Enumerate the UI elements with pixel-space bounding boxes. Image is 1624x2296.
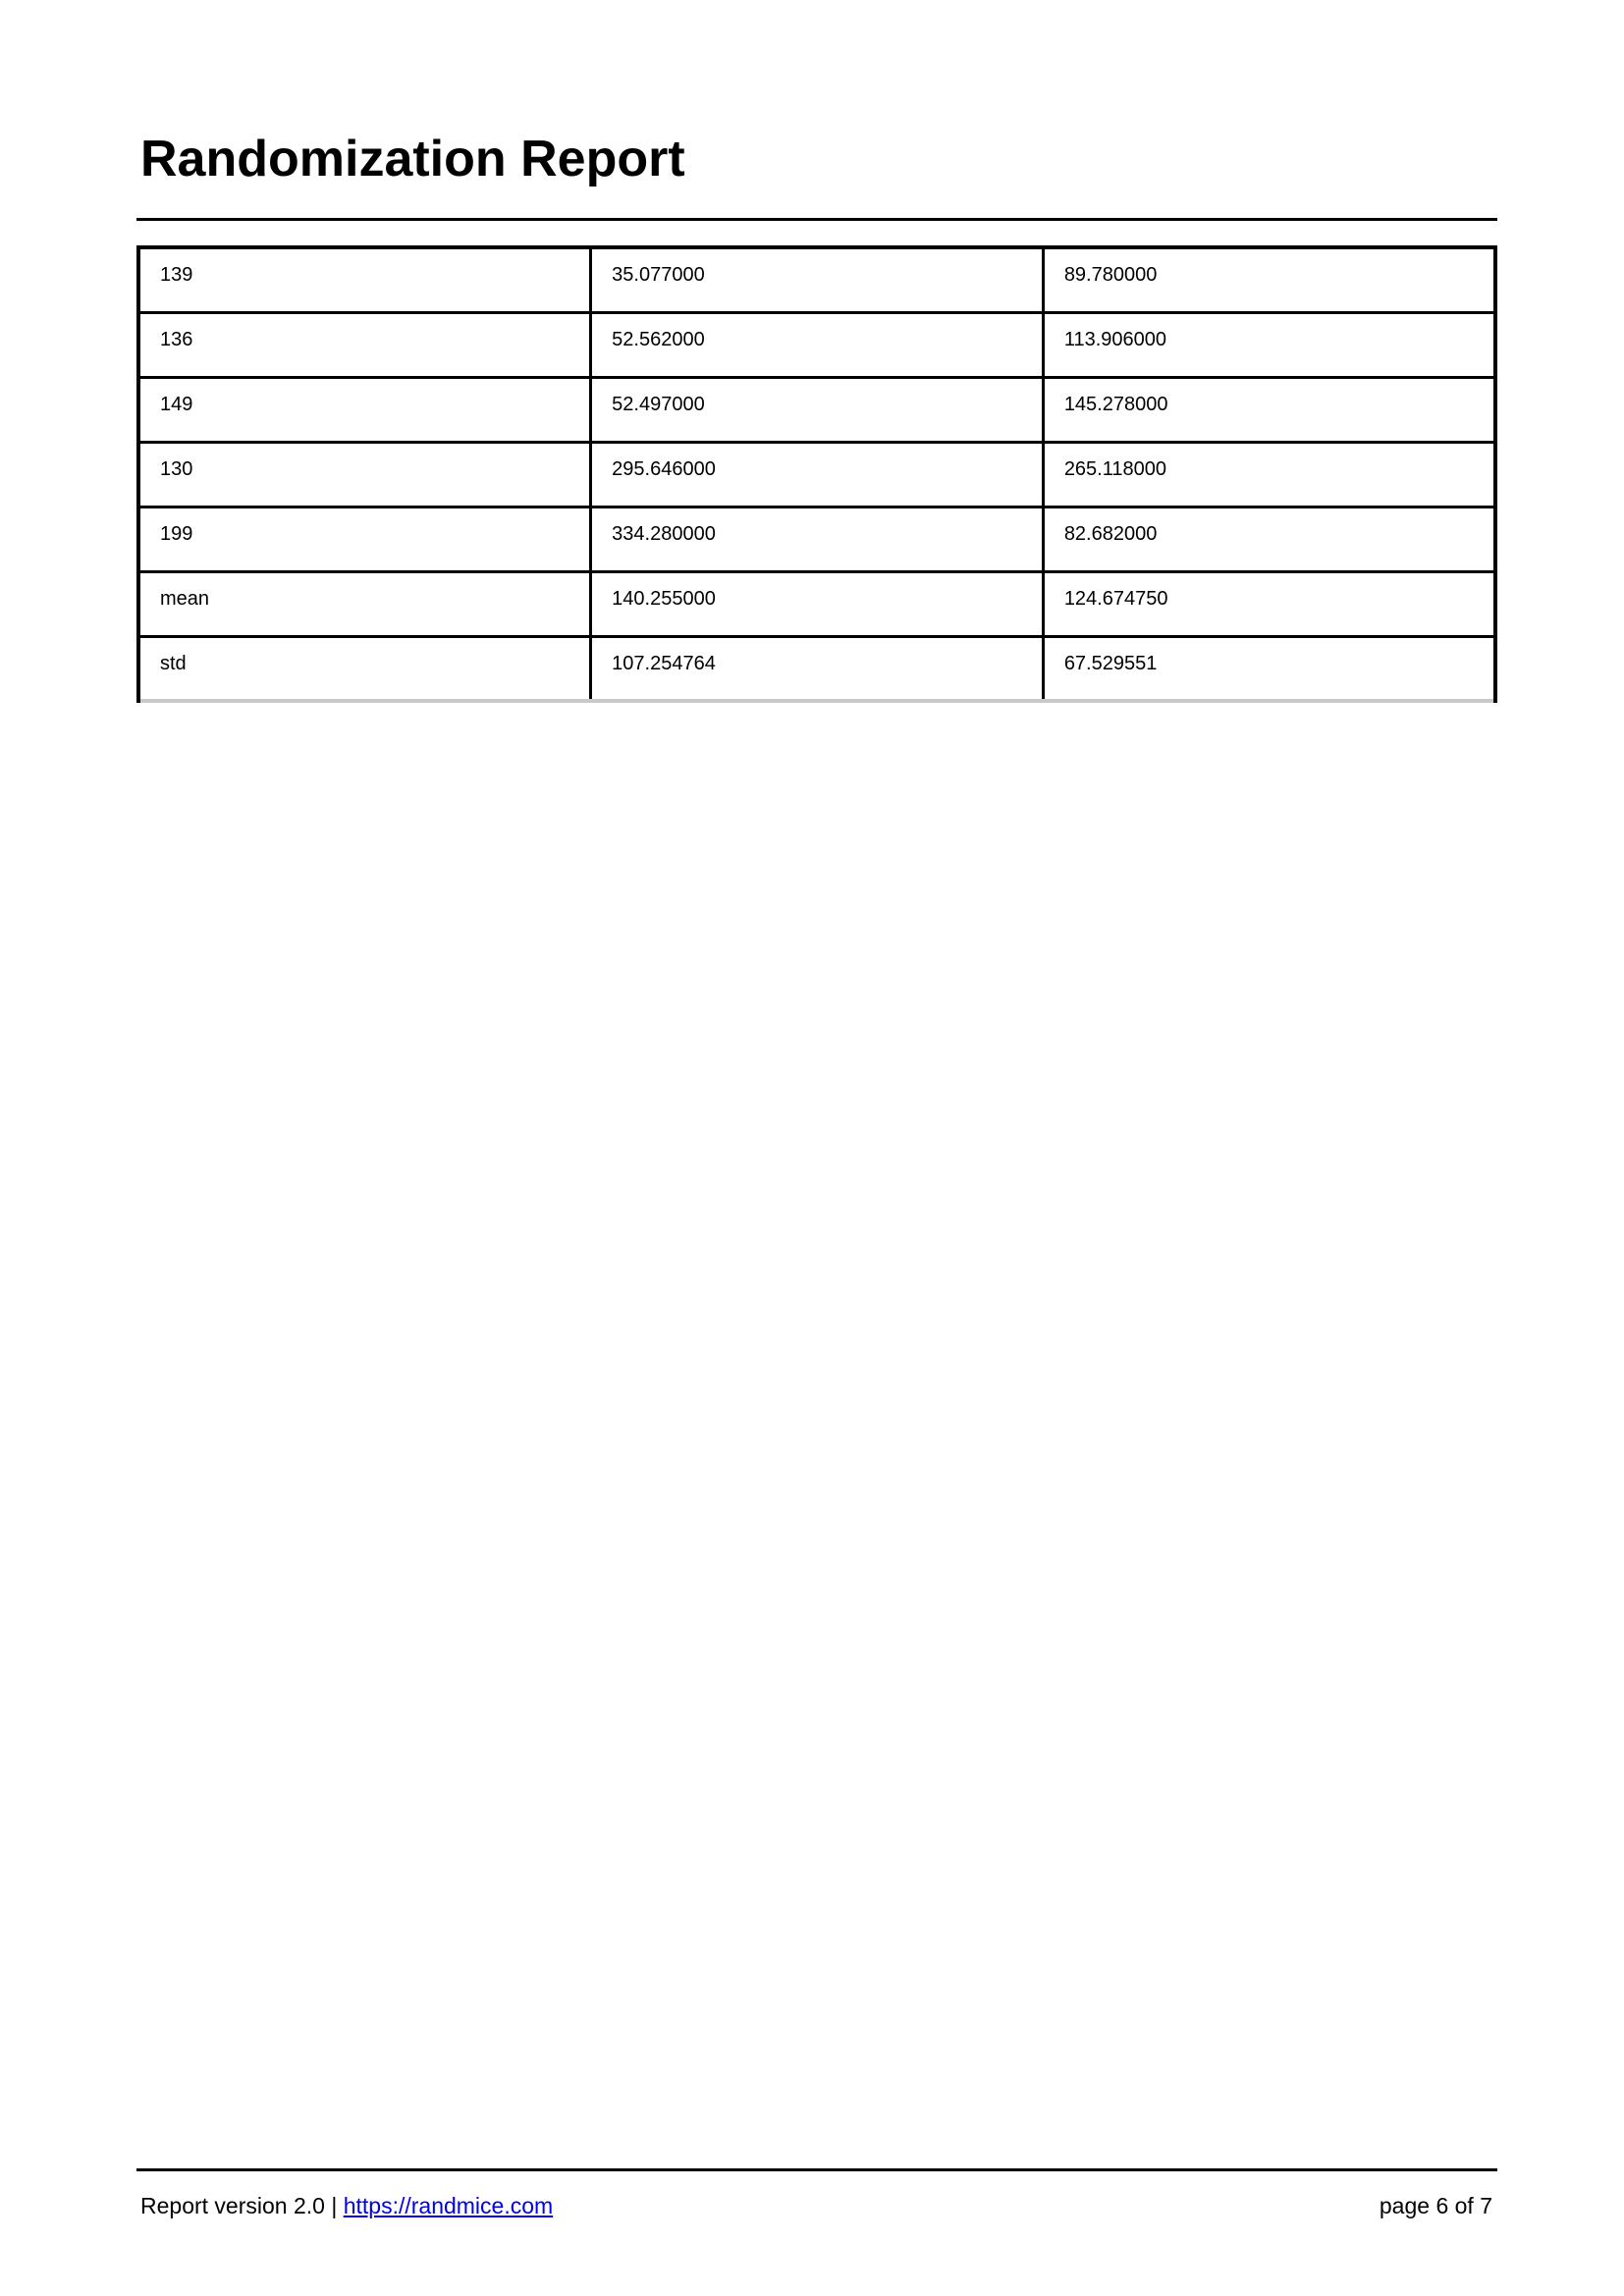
table-cell-id: 199: [138, 507, 591, 571]
table-cell-value-1: 295.646000: [591, 442, 1044, 507]
table-cell-id: 149: [138, 377, 591, 442]
website-link[interactable]: https://randmice.com: [343, 2193, 554, 2218]
table-row: [138, 377, 1495, 442]
table-cell-value-1: 107.254764: [591, 636, 1044, 701]
summary-row-mean: [138, 571, 1495, 636]
footer-divider: [136, 2168, 1497, 2171]
table-cell-value-2: 113.906000: [1043, 312, 1495, 377]
table-cell-value-1: 52.497000: [591, 377, 1044, 442]
report-version: Report version 2.0: [140, 2193, 325, 2218]
header-divider: [136, 218, 1497, 221]
table-cell-stat-label: mean: [138, 571, 591, 636]
table-cell-id: 130: [138, 442, 591, 507]
data-table-body: [138, 247, 1495, 701]
table-cell-value-2: 265.118000: [1043, 442, 1495, 507]
table-cell-value-1: 35.077000: [591, 247, 1044, 312]
footer-separator: |: [324, 2193, 344, 2218]
table-row: [138, 442, 1495, 507]
page-title: Randomization Report: [140, 131, 685, 187]
data-table: [136, 245, 1497, 703]
table-cell-value-2: 89.780000: [1043, 247, 1495, 312]
table-cell-value-2: 82.682000: [1043, 507, 1495, 571]
table-cell-value-2: 67.529551: [1043, 636, 1495, 701]
table-row: [138, 507, 1495, 571]
table-cell-id: 136: [138, 312, 591, 377]
table-cell-value-1: 52.562000: [591, 312, 1044, 377]
table-cell-value-1: 334.280000: [591, 507, 1044, 571]
table-cell-stat-label: std: [138, 636, 591, 701]
table-cell-id: 139: [138, 247, 591, 312]
table-cell-value-2: 124.674750: [1043, 571, 1495, 636]
summary-row-std: [138, 636, 1495, 701]
footer-info: [140, 2191, 553, 2220]
table-row: [138, 312, 1495, 377]
table-row: [138, 247, 1495, 312]
table-cell-value-1: 140.255000: [591, 571, 1044, 636]
table-cell-value-2: 145.278000: [1043, 377, 1495, 442]
page-number: page 6 of 7: [1379, 2193, 1492, 2218]
